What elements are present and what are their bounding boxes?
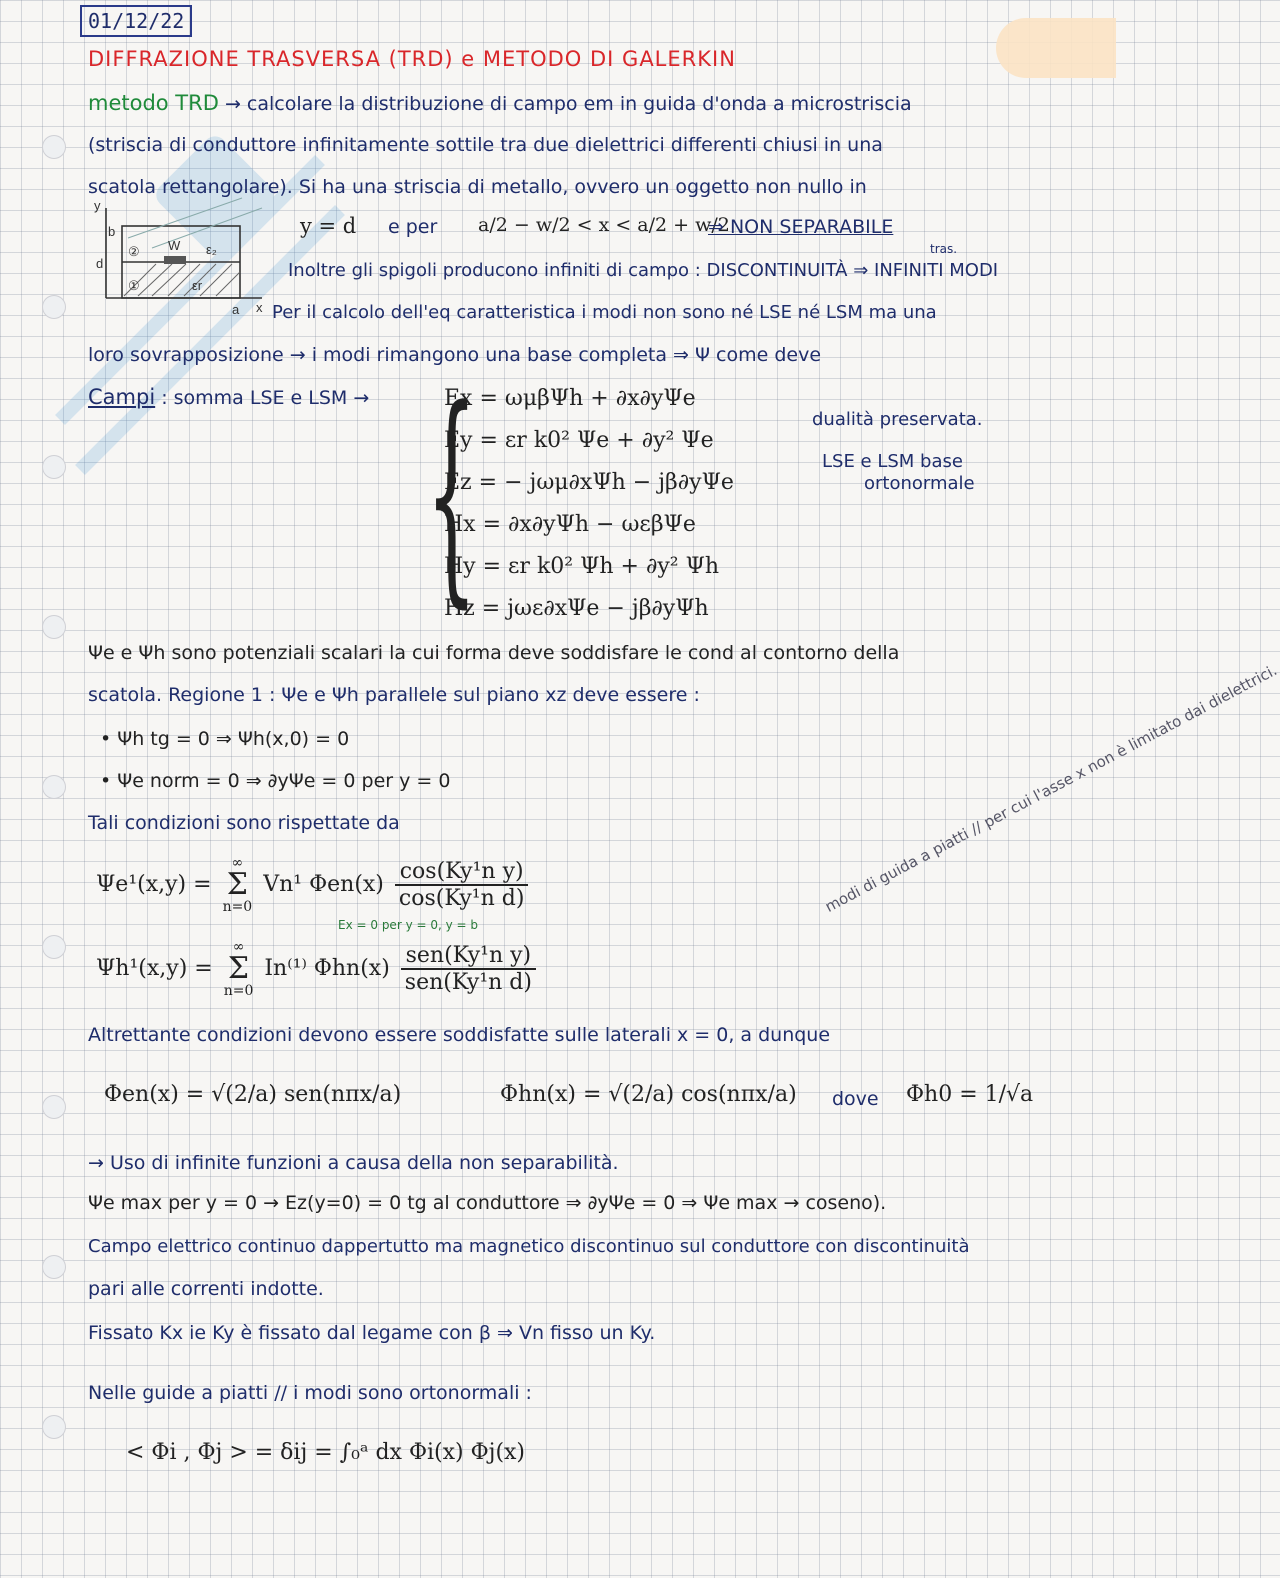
equation-hy: Hy = εr k0² Ψh + ∂y² Ψh [444,554,720,579]
campi-line [88,384,369,411]
green-note: Ex = 0 per y = 0, y = b [338,918,479,932]
page-title: DIFFRAZIONE TRASVERSA (TRD) e METODO DI GALERKIN [88,47,736,71]
phi-hn [500,1082,797,1107]
psi-e-den: cos(Ky¹n d) [398,886,525,911]
diagram-label: ① [128,278,140,293]
nelle-line: Nelle guide a piatti // i modi sono ortonormali : [88,1382,532,1404]
metodo-line-1 [88,90,912,117]
psi-h-series [96,940,540,998]
diagram-label: ε₂ [206,242,217,257]
potenziali-line-1: Ψe e Ψh sono potenziali scalari la cui forma deve soddisfare le cond al contorno della [88,642,900,664]
binder-hole [42,775,66,799]
binder-hole [42,295,66,319]
metodo-text-1: → calcolare la distribuzione di campo em in guida d'onda a microstriscia [224,93,912,115]
campi-intro: : somma LSE e LSM → [161,387,370,409]
phi-hn-lhs: Φhn(x) = [500,1082,602,1107]
spigoli-note: tras. [930,242,958,256]
equation-brace: { [426,361,478,628]
binder-hole [42,455,66,479]
psi-e-sum-top: ∞ [231,855,244,871]
phi-en-fn: sen(nπx/a) [283,1082,402,1107]
psi-e-lhs: Ψe¹(x,y) = [96,872,212,897]
campi-note-1: dualità preservata. [812,409,983,430]
equation-ex: Ex = ωμβΨh + ∂x∂yΨe [444,386,696,411]
sigma-symbol: Σ [227,951,250,986]
diagram-label: ② [128,244,140,259]
metodo-label: metodo TRD [88,91,219,115]
rispettate-line: Tali condizioni sono rispettate da [88,812,400,834]
psi-e-frac [395,859,529,911]
cond-range: a/2 − w/2 < x < a/2 + w/2 [478,214,730,236]
campi-note-3: ortonormale [864,473,975,494]
per-calcolo-line: Per il calcolo dell'eq caratteristica i modi non sono né LSE né LSM ma una [272,302,937,323]
bullet-psih: • Ψh tg = 0 ⇒ Ψh(x,0) = 0 [100,728,350,750]
psi-e-series [96,856,532,914]
psi-e-term: Vn¹ Φen(x) [263,872,384,897]
diagram-label: d [96,256,104,271]
sigma-symbol: Σ [226,867,248,902]
diagram-label: y [94,198,101,213]
phi-en [104,1082,401,1107]
binder-hole [42,935,66,959]
psi-e-sum [223,856,253,914]
psi-h-den: sen(Ky¹n d) [404,970,532,995]
phi-hn-coef: √(2/a) [608,1082,675,1107]
diagram-label: b [108,224,116,239]
phi-hn-fn: cos(nπx/a) [681,1082,797,1107]
guide-side-note: modi di guida a piatti // per cui l'asse x non è limitato dai dielettrici. [822,660,1280,916]
binder-hole [42,615,66,639]
equation-hx: Hx = ∂x∂yΨh − ωεβΨe [444,512,696,537]
phi-en-lhs: Φen(x) = [104,1082,205,1107]
phi-h0: Φh0 = 1/√a [906,1082,1034,1107]
tape-strip [996,18,1116,78]
metodo-line-2: (striscia di conduttore infinitamente sottile tra due dielettrici differenti chiusi in una [88,134,883,156]
campo-line-1: Campo elettrico continuo dappertutto ma magnetico discontinuo sul conduttore con discontinuità [88,1236,970,1257]
psi-h-num: sen(Ky¹n y) [401,943,536,970]
psi-h-lhs: Ψh¹(x,y) = [96,956,213,981]
psi-h-sum [224,940,254,998]
psi-h-term: In⁽¹⁾ Φhn(x) [264,956,390,981]
campi-label: Campi [88,385,156,409]
psi-e-num: cos(Ky¹n y) [395,859,529,886]
diagram-label: W [168,238,181,253]
altrettante-line: Altrettante condizioni devono essere soddisfatte sulle laterali x = 0, a dunque [88,1024,831,1046]
dove-label: dove [832,1088,879,1110]
metodo-line-3: scatola rettangolare). Si ha una striscia di metallo, ovvero un oggetto non nullo in [88,176,867,198]
psi-e-sum-bot: n=0 [222,899,253,915]
fissato-line: Fissato Kx ie Ky è fissato dal legame con β ⇒ Vn fisso un Ky. [88,1322,656,1344]
cond-mid: e per [388,216,438,238]
uso-line: → Uso di infinite funzioni a causa della non separabilità. [88,1152,619,1174]
phi-en-coef: √(2/a) [211,1082,277,1107]
equation-ey: Ey = εr k0² Ψe + ∂y² Ψe [444,428,714,453]
potenziali-line-2: scatola. Regione 1 : Ψe e Ψh parallele sul piano xz deve essere : [88,684,700,706]
cond-y: y = d [300,214,357,238]
sovrapposizione-line: loro sovrapposizione → i modi rimangono una base completa ⇒ Ψ come deve [88,344,822,366]
psi-h-sum-top: ∞ [232,939,245,955]
date-box: 01/12/22 [80,5,192,37]
equation-ez: Ez = − jωμ∂xΨh − jβ∂yΨe [444,470,734,495]
psie-max-line: Ψe max per y = 0 → Ez(y=0) = 0 tg al conduttore ⇒ ∂yΨe = 0 ⇒ Ψe max → coseno). [88,1192,887,1214]
diagram-label: x [256,300,263,315]
binder-hole [42,1095,66,1119]
binder-hole [42,135,66,159]
spigoli-line: Inoltre gli spigoli producono infiniti di campo : DISCONTINUITÀ ⇒ INFINITI MODI [288,260,999,281]
non-separabile: ⇒ NON SEPARABILE [708,216,894,238]
diagram-label: a [232,302,240,317]
campo-line-2: pari alle correnti indotte. [88,1278,324,1300]
diagram-label: εr [192,278,203,293]
campi-note-2: LSE e LSM base [822,451,963,472]
equation-hz: Hz = jωε∂xΨe − jβ∂yΨh [444,596,709,621]
binder-hole [42,1255,66,1279]
microstrip-diagram [92,198,270,318]
psi-h-frac [401,943,536,995]
binder-hole [42,1415,66,1439]
bullet-psie: • Ψe norm = 0 ⇒ ∂yΨe = 0 per y = 0 [100,770,451,792]
psi-h-sum-bot: n=0 [223,983,254,999]
orthonormality-eq: < Φi , Φj > = δij = ∫₀ᵃ dx Φi(x) Φj(x) [126,1440,526,1465]
